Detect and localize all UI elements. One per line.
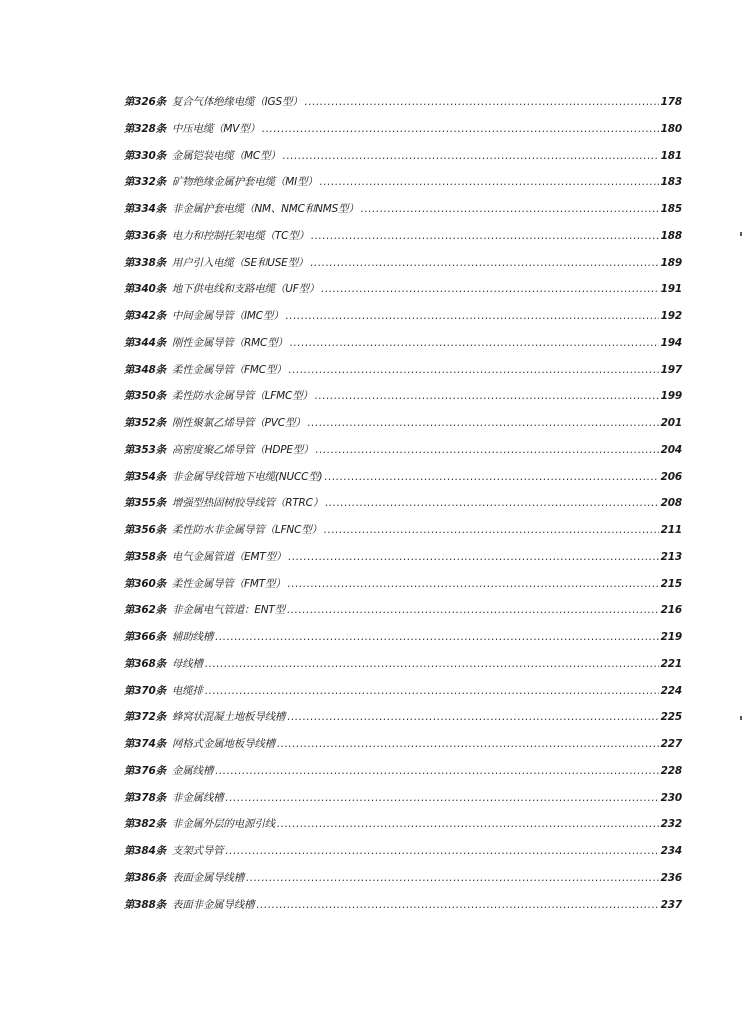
toc-entry-number: 第338条: [124, 256, 166, 269]
toc-entry: [124, 897, 682, 924]
toc-entry: [124, 469, 682, 496]
toc-entry-number: 第348条: [124, 363, 166, 376]
toc-entry: [124, 576, 682, 603]
toc-dot-leader: [277, 818, 659, 830]
toc-dot-leader: [262, 123, 659, 135]
toc-entry-number: 第378条: [124, 791, 166, 804]
toc-entry-number: 第326条: [124, 96, 166, 108]
toc-entry: [124, 228, 682, 255]
toc-dot-leader: [320, 176, 659, 188]
toc-entry-number: 第370条: [124, 684, 166, 697]
toc-entry-title: 地下供电线和支路电缆（UF型）: [171, 283, 320, 296]
toc-dot-leader: [283, 150, 659, 162]
toc-entry-title: 支架式导管: [171, 845, 224, 857]
toc-entry-title: 复合气体绝缘电缆（IGS型）: [171, 96, 303, 108]
toc-entry-page-number: 215: [660, 577, 682, 590]
toc-entry: [124, 281, 682, 308]
toc-entry-title: 刚性聚氯乙烯导管（PVC型）: [171, 417, 306, 429]
toc-entry-page-number: 191: [660, 283, 682, 296]
toc-entry-number: 第368条: [124, 657, 166, 670]
toc-entry-title: 非金属护套电缆（NM、NMC和NMS型）: [171, 203, 359, 215]
toc-entry-title: 柔性金属导管（FMT型）: [171, 577, 286, 590]
toc-entry: [124, 843, 682, 870]
toc-entry: [124, 201, 682, 228]
toc-dot-leader: [286, 310, 659, 322]
toc-dot-leader: [290, 337, 659, 349]
toc-entry: [124, 362, 682, 389]
toc-entry-page-number: 188: [660, 229, 682, 242]
toc-entry: [124, 816, 682, 843]
toc-entry-page-number: 197: [660, 363, 682, 376]
toc-entry-page-number: 213: [660, 550, 682, 563]
toc-entry: [124, 495, 682, 522]
toc-dot-leader: [324, 524, 659, 536]
toc-dot-leader: [325, 497, 659, 509]
toc-entry-number: 第344条: [124, 336, 166, 349]
toc-dot-leader: [215, 631, 659, 643]
toc-entry-page-number: 225: [660, 711, 682, 724]
toc-dot-leader: [307, 417, 658, 429]
toc-entry-page-number: 206: [660, 470, 682, 483]
toc-entry-number: 第334条: [124, 203, 166, 215]
toc-entry: [124, 174, 682, 201]
toc-dot-leader: [225, 845, 658, 857]
toc-entry-number: 第372条: [124, 711, 166, 724]
toc-entry-number: 第384条: [124, 845, 166, 857]
toc-entry-title: 金属线槽: [171, 764, 214, 777]
table-of-contents: [124, 94, 682, 923]
toc-entry-title: 非金属导线管地下电缆(NUCC型): [171, 470, 323, 483]
toc-entry-page-number: 204: [660, 443, 682, 456]
scan-edge-mark: [740, 716, 742, 720]
toc-entry-title: 用户引入电缆（SE和USE型）: [171, 256, 309, 269]
toc-entry-number: 第366条: [124, 631, 166, 643]
toc-entry-title: 中间金属导管（IMC型）: [171, 310, 284, 322]
toc-entry: [124, 709, 682, 736]
toc-dot-leader: [246, 872, 659, 884]
toc-dot-leader: [321, 283, 659, 295]
toc-entry-title: 辅助线槽: [171, 631, 214, 643]
toc-entry: [124, 442, 682, 469]
toc-entry-title: 电缆排: [171, 684, 203, 697]
toc-entry: [124, 415, 682, 442]
toc-entry: [124, 683, 682, 710]
toc-entry-number: 第352条: [124, 417, 166, 429]
toc-entry-page-number: 211: [660, 524, 682, 536]
toc-entry-page-number: 185: [660, 203, 682, 215]
toc-entry-number: 第388条: [124, 898, 166, 911]
toc-entry-number: 第353条: [124, 443, 166, 456]
toc-entry-number: 第330条: [124, 149, 166, 162]
toc-entry: [124, 656, 682, 683]
toc-entry-page-number: 237: [660, 898, 682, 911]
toc-entry-title: 柔性防水金属导管（LFMC型）: [171, 390, 313, 403]
toc-entry-page-number: 208: [660, 497, 682, 510]
toc-entry-page-number: 183: [660, 176, 682, 189]
toc-entry-title: 刚性金属导管（RMC型）: [171, 336, 288, 349]
toc-entry-number: 第355条: [124, 497, 166, 510]
toc-entry: [124, 121, 682, 148]
toc-entry-page-number: 189: [660, 256, 682, 269]
toc-entry: [124, 335, 682, 362]
toc-entry: [124, 736, 682, 763]
toc-entry-number: 第374条: [124, 738, 166, 750]
toc-entry-title: 母线槽: [171, 657, 203, 670]
toc-dot-leader: [361, 203, 659, 215]
toc-entry-title: 表面金属导线槽: [171, 871, 245, 884]
toc-entry-page-number: 221: [660, 657, 682, 670]
toc-dot-leader: [288, 364, 658, 376]
toc-entry: [124, 308, 682, 335]
toc-entry-page-number: 199: [660, 390, 682, 403]
toc-entry-title: 蜂窝状混凝土地板导线槽: [171, 711, 286, 724]
toc-entry-title: 非金属电气管道：ENT型: [171, 604, 285, 617]
toc-dot-leader: [310, 257, 658, 269]
toc-entry-number: 第382条: [124, 818, 166, 831]
toc-dot-leader: [256, 899, 658, 911]
toc-entry-page-number: 230: [660, 791, 682, 804]
toc-entry-page-number: 236: [660, 871, 682, 884]
toc-entry-number: 第358条: [124, 550, 166, 563]
toc-entry-number: 第336条: [124, 229, 166, 242]
toc-entry-title: 中压电缆（MV型）: [171, 122, 260, 135]
toc-entry: [124, 629, 682, 656]
toc-entry-title: 矿物绝缘金属护套电缆（MI型）: [171, 176, 318, 189]
toc-entry: [124, 94, 682, 121]
toc-entry-title: 非金属外层的电源引线: [171, 818, 275, 831]
toc-dot-leader: [324, 471, 658, 483]
toc-entry-title: 增强型热固树胶导线管（RTRC）: [171, 497, 324, 510]
toc-entry-number: 第340条: [124, 283, 166, 296]
toc-dot-leader: [225, 792, 658, 804]
toc-entry-title: 电力和控制托架电缆（TC型）: [171, 229, 309, 242]
toc-dot-leader: [288, 551, 659, 563]
toc-dot-leader: [288, 578, 659, 590]
scan-edge-mark: [740, 232, 742, 236]
toc-entry-page-number: 201: [660, 417, 682, 429]
toc-dot-leader: [205, 658, 659, 670]
toc-entry-title: 柔性金属导管（FMC型）: [171, 363, 287, 376]
toc-entry-page-number: 232: [660, 818, 682, 831]
toc-entry-number: 第332条: [124, 176, 166, 189]
toc-entry-number: 第328条: [124, 122, 166, 135]
toc-entry: [124, 602, 682, 629]
toc-dot-leader: [205, 685, 659, 697]
toc-entry-number: 第350条: [124, 390, 166, 403]
toc-entry-page-number: 216: [660, 604, 682, 617]
toc-dot-leader: [305, 96, 659, 108]
toc-entry-page-number: 224: [660, 684, 682, 697]
toc-entry-title: 高密度聚乙烯导管（HDPE型）: [171, 443, 314, 456]
toc-entry-title: 表面非金属导线槽: [171, 898, 255, 911]
toc-entry-title: 金属铠装电缆（MC型）: [171, 149, 281, 162]
toc-entry-number: 第376条: [124, 764, 166, 777]
toc-entry-number: 第360条: [124, 577, 166, 590]
toc-entry-number: 第342条: [124, 310, 166, 322]
toc-entry-page-number: 192: [660, 310, 682, 322]
toc-dot-leader: [315, 390, 659, 402]
toc-entry-number: 第362条: [124, 604, 166, 617]
toc-entry-title: 电气金属管道（EMT型）: [171, 550, 287, 563]
toc-dot-leader: [287, 711, 658, 723]
toc-entry-page-number: 234: [660, 845, 682, 857]
toc-entry: [124, 255, 682, 282]
toc-dot-leader: [287, 604, 659, 616]
toc-entry-page-number: 219: [660, 631, 682, 643]
toc-entry-page-number: 178: [660, 96, 682, 108]
toc-entry: [124, 549, 682, 576]
toc-entry-number: 第354条: [124, 470, 166, 483]
toc-entry: [124, 763, 682, 790]
toc-entry-number: 第386条: [124, 871, 166, 884]
toc-entry: [124, 870, 682, 897]
toc-dot-leader: [215, 765, 659, 777]
toc-entry-page-number: 228: [660, 764, 682, 777]
toc-entry: [124, 388, 682, 415]
toc-entry-page-number: 181: [660, 149, 682, 162]
toc-dot-leader: [315, 444, 658, 456]
toc-entry-page-number: 194: [660, 336, 682, 349]
toc-entry: [124, 522, 682, 549]
toc-entry-title: 柔性防水非金属导管（LFNC型）: [171, 524, 322, 536]
toc-dot-leader: [277, 738, 659, 750]
toc-dot-leader: [311, 230, 659, 242]
toc-entry: [124, 790, 682, 817]
toc-entry-title: 网格式金属地板导线槽: [171, 738, 275, 750]
toc-entry-number: 第356条: [124, 524, 166, 536]
toc-entry-page-number: 227: [660, 738, 682, 750]
toc-entry-page-number: 180: [660, 122, 682, 135]
toc-entry: [124, 148, 682, 175]
toc-entry-title: 非金属线槽: [171, 791, 224, 804]
